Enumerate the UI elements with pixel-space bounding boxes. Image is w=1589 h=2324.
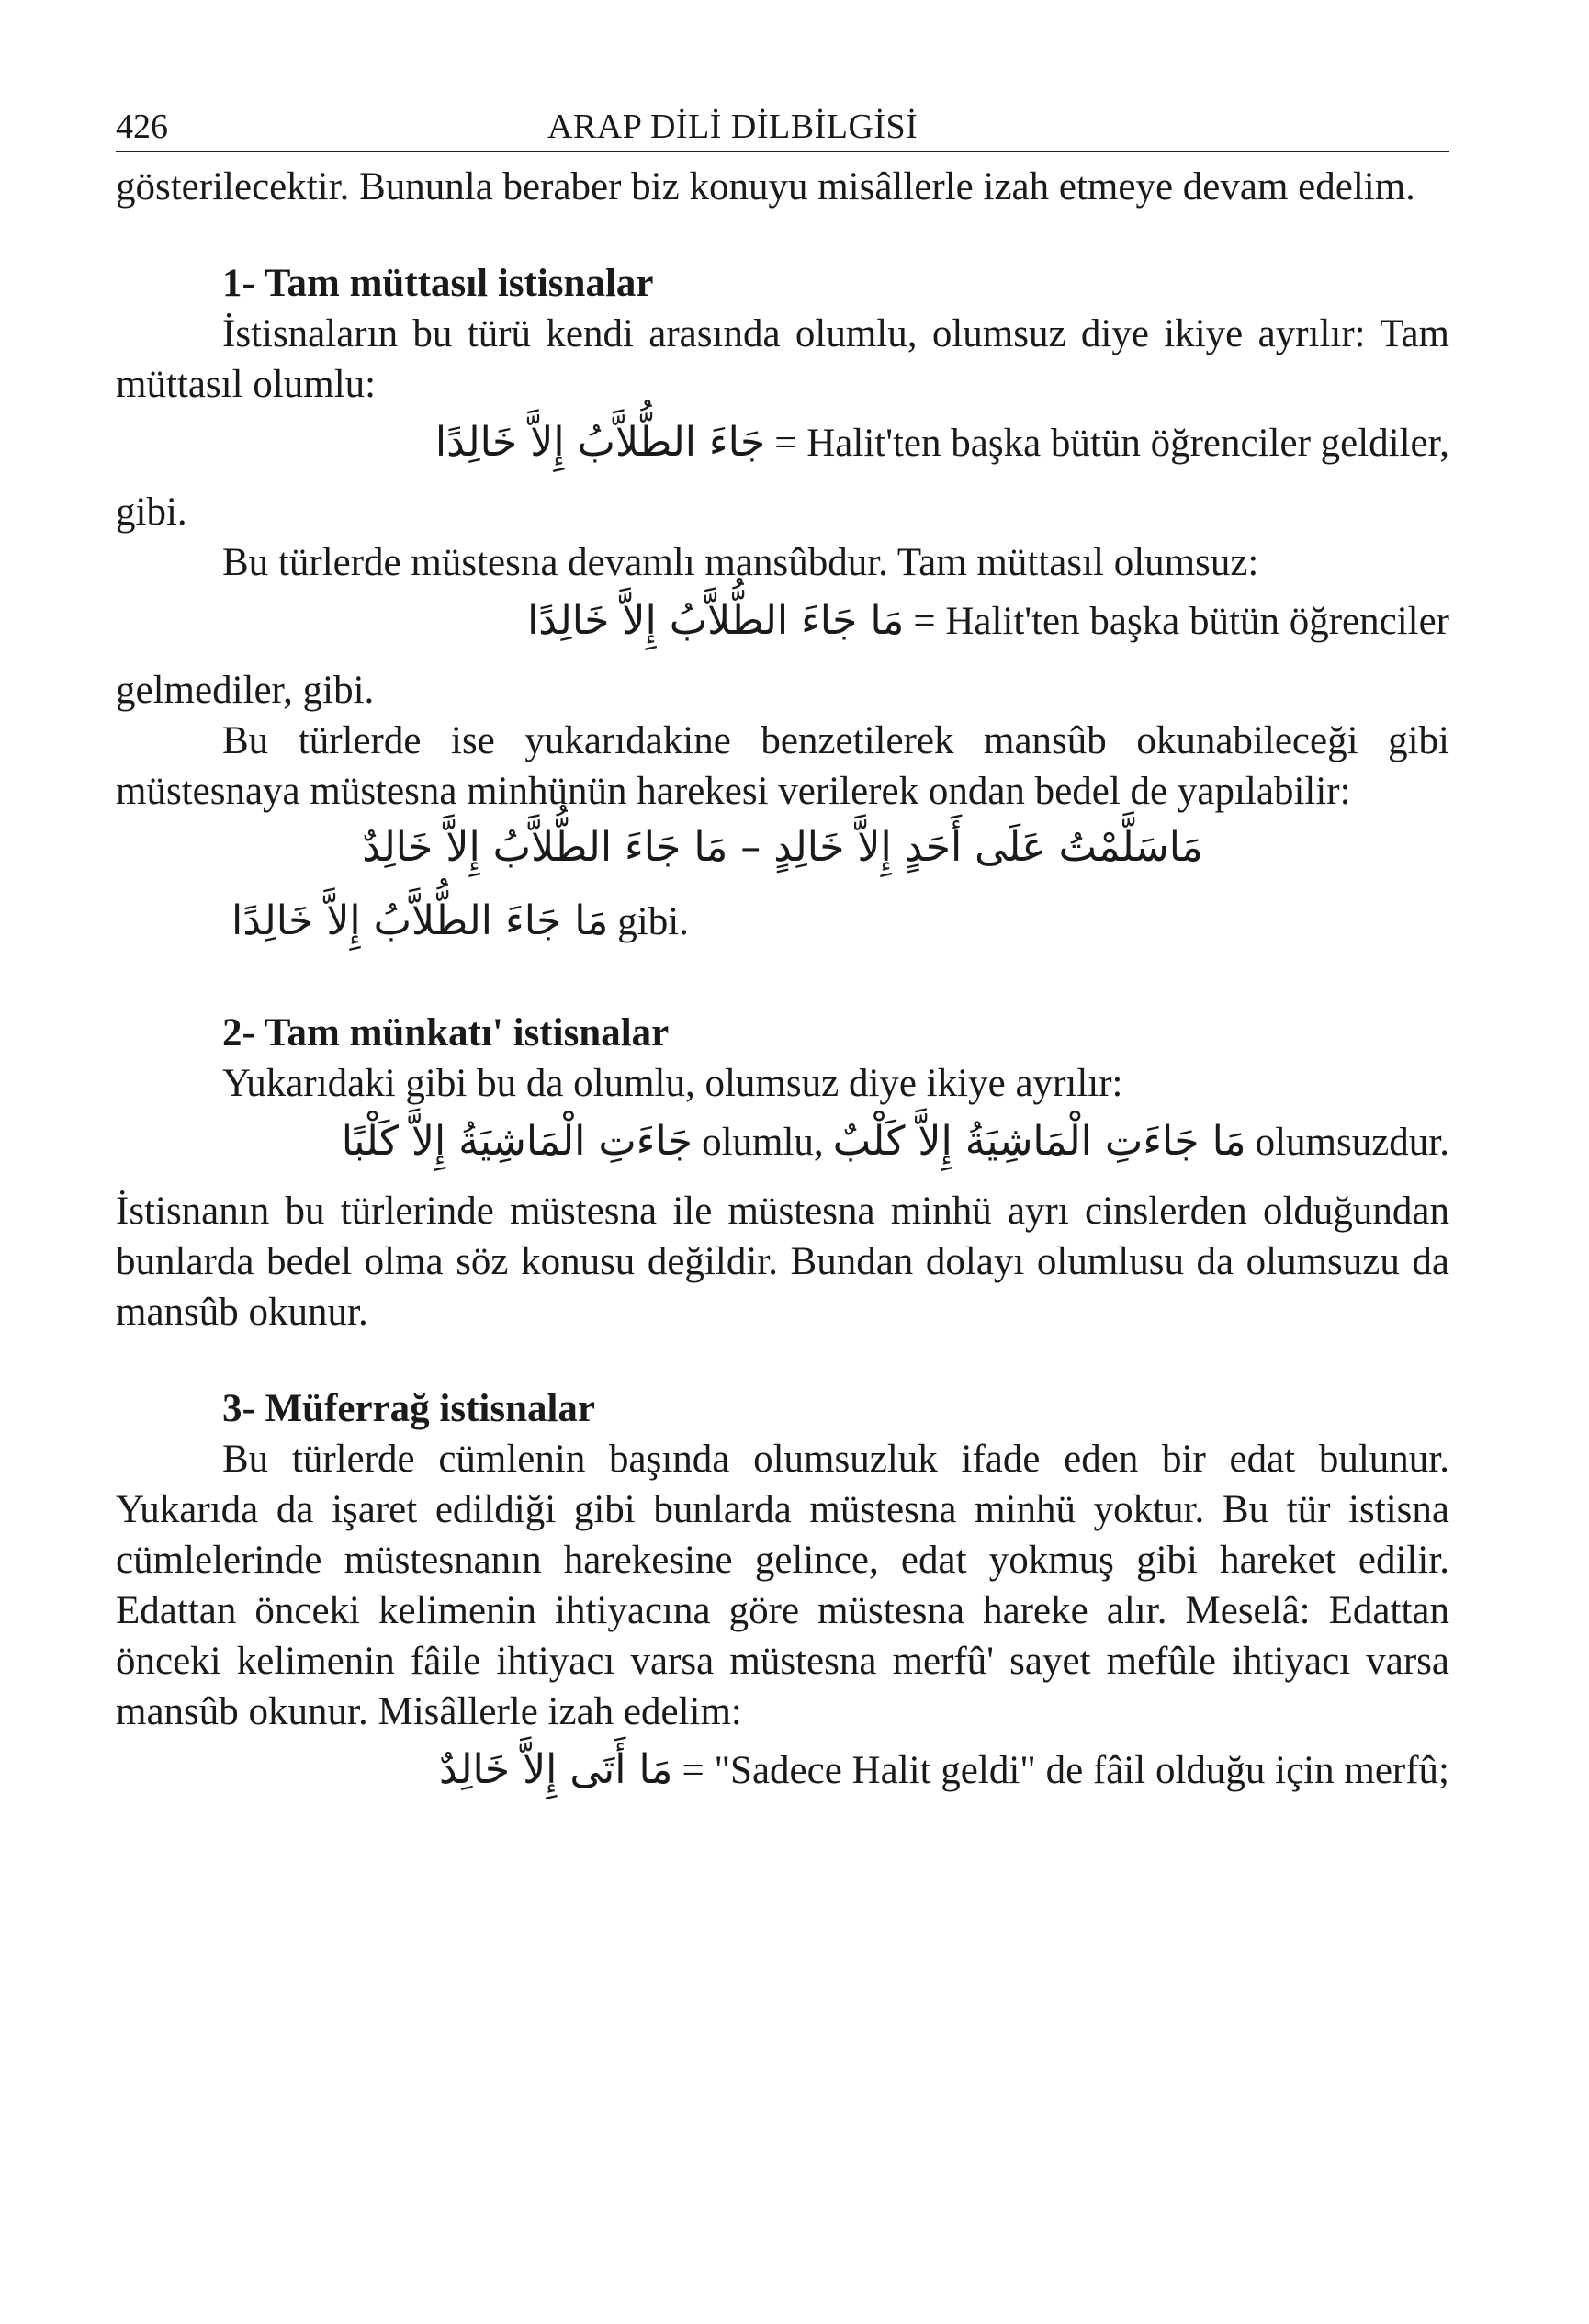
section-2-paragraph-1: Yukarıdaki gibi bu da olumlu, olumsuz diye ikiye ayrılır: (222, 1062, 1123, 1105)
section-1-example-4 (116, 896, 1449, 962)
arabic-example: جَاءَ الطُّلاَّبُ إِلاَّ خَالِدًا (434, 419, 766, 466)
translation: gibi. (617, 900, 689, 943)
intro-paragraph: gösterilecektir. Bununla beraber biz konuyu misâllerle izah etmeye devam edelim. (116, 165, 1415, 209)
running-title: ARAP DİLİ DİLBİLGİSİ (547, 107, 918, 146)
example-2-trailing: gelmediler, gibi. (116, 669, 375, 712)
example-1-trailing: gibi. (116, 491, 187, 534)
arabic-example-positive: جَاءَتِ الْمَاشِيَةُ إِلاَّ كَلْبًا (341, 1118, 693, 1165)
section-2-example (116, 1116, 1449, 1182)
section-3-example (116, 1744, 1449, 1811)
arabic-example: مَا أَتَى إِلاَّ خَالِدٌ (438, 1746, 673, 1793)
arabic-example: مَا جَاءَ الطُّلاَّبُ إِلاَّ خَالِدًا (527, 597, 905, 644)
section-1-paragraph-1: İstisnaların bu türü kendi arasında olumlu, olumsuz diye ikiye ayrılır: Tam müttasıl olumlu: (116, 312, 1449, 406)
translation: = Halit'ten başka bütün öğrenciler (913, 600, 1449, 643)
page-body (116, 162, 1449, 1811)
section-1-heading: 1- Tam müttasıl istisnalar (222, 262, 654, 305)
document-page (116, 92, 1449, 1814)
section-1-example-2 (116, 595, 1449, 661)
label-positive: olumlu, (702, 1121, 824, 1164)
arabic-example-negative: مَا جَاءَتِ الْمَاشِيَةُ إِلاَّ كَلْبٌ (832, 1118, 1246, 1165)
section-1-example-3 (116, 822, 1449, 888)
section-1-paragraph-3: Bu türlerde ise yukarıdakine benzetilerek mansûb okunabileceği gibi müstesnaya müstesna minhünün harekesi verilerek ondan bedel de yapılabilir: (116, 719, 1449, 813)
translation: = Halit'ten başka bütün öğrenciler geldiler, (774, 422, 1449, 465)
section-1-example-1 (116, 417, 1449, 483)
arabic-example: مَاسَلَّمْتُ عَلَى أَحَدٍ إِلاَّ خَالِدٍ – مَا جَاءَ الطُّلاَّبُ إِلاَّ خَالِدٌ (362, 824, 1203, 871)
page-number: 426 (116, 107, 168, 146)
section-3-paragraph-1: Bu türlerde cümlenin başında olumsuzluk ifade eden bir edat bulunur. Yukarıda da işaret edildiği gibi bunlarda müstesna minhü yoktur. Bu tür istisna cümlelerinde müstesnanın harekesine gelince, edat yokmuş gibi hareket edilir. Edattan önceki kelimenin ihtiyacına göre müstesna hareke alır. Meselâ: Edattan önceki kelimenin fâile ihtiyacı varsa müstesna merfû' sayet mefûle ihtiyacı varsa mansûb okunur. Misâllerle izah edelim: (116, 1438, 1449, 1733)
section-2-heading: 2- Tam münkatı' istisnalar (222, 1011, 670, 1055)
section-3-heading: 3- Müferrağ istisnalar (222, 1387, 596, 1430)
section-2-paragraph-2: İstisnanın bu türlerinde müstesna ile müstesna minhü ayrı cinslerden olduğundan bunlarda bedel olma söz konusu değildir. Bundan dolayı olumlusu da olumsuzu da mansûb okunur. (116, 1190, 1449, 1334)
translation: = "Sadece Halit geldi" de fâil olduğu için merfû; (682, 1749, 1449, 1792)
arabic-example: مَا جَاءَ الطُّلاَّبُ إِلاَّ خَالِدًا (231, 897, 609, 944)
label-negative: olumsuzdur. (1255, 1121, 1449, 1164)
page-header (116, 92, 1449, 152)
section-1-paragraph-2: Bu türlerde müstesna devamlı mansûbdur. Tam müttasıl olumsuz: (222, 541, 1259, 584)
